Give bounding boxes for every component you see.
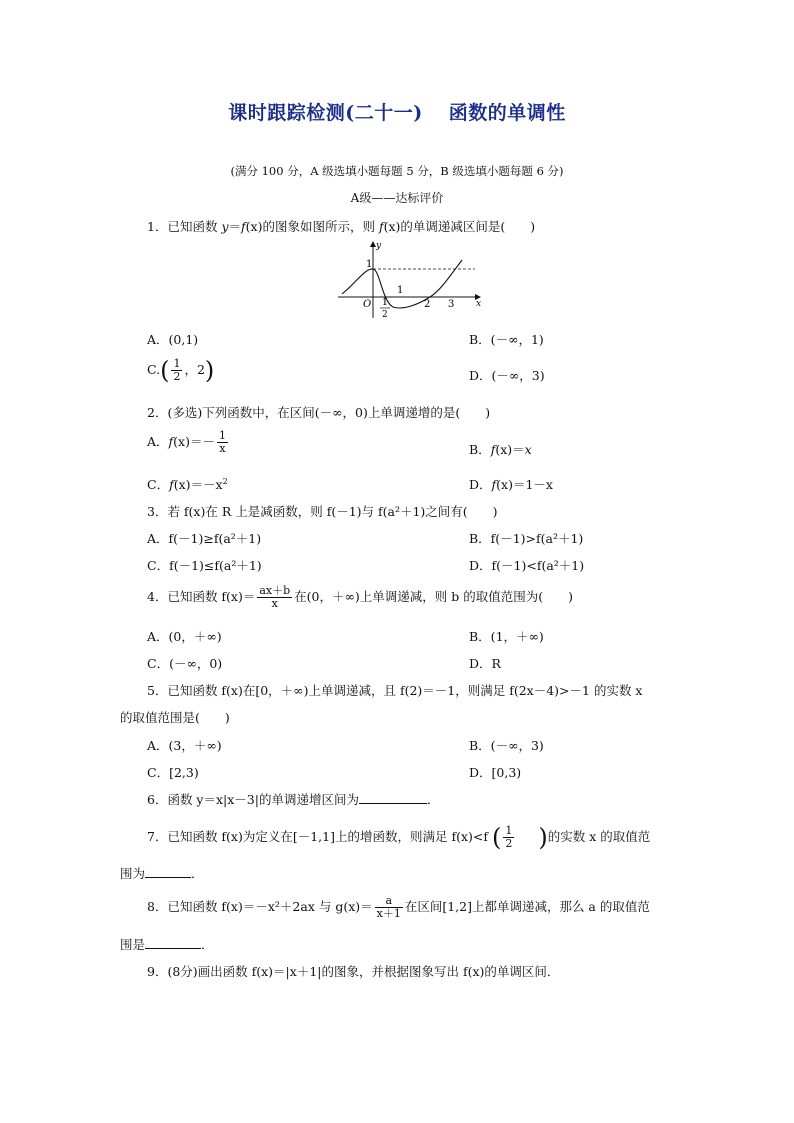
- q8-stem-line2: 围是 ．: [120, 937, 214, 952]
- q8-answer-blank: [145, 936, 201, 949]
- q5-option-a: A．(3，＋∞): [147, 738, 222, 753]
- q1-function-graph: [330, 236, 490, 322]
- y-axis-label: y: [376, 241, 382, 251]
- q1-option-c: C.( $\frac{1}{2}$ ，2): [147, 356, 215, 385]
- q2-option-b: B．f(x)＝x: [469, 442, 532, 457]
- origin-label: O: [363, 299, 372, 310]
- q1-stem: 1．已知函数 y＝f(x)的图象如图所示，则 f(x)的单调递减区间是( ): [147, 219, 536, 234]
- q5-option-b: B．(－∞，3): [469, 738, 544, 753]
- q5-option-d: D．[0,3): [469, 765, 522, 780]
- q4-option-d: D．R: [469, 656, 501, 671]
- q3-option-b: B．f(－1)>f(a²＋1): [469, 531, 584, 546]
- score-note: (满分 100 分，A 级选填小题每题 5 分，B 级选填小题每题 6 分): [230, 164, 564, 178]
- tick-3-label: 3: [448, 299, 455, 310]
- q9-stem: 9．(8分)画出函数 f(x)＝|x＋1|的图象，并根据图象写出 f(x)的单调区间．: [147, 964, 560, 979]
- q3-stem: 3．若 f(x)在 R 上是减函数，则 f(－1)与 f(a²＋1)之间有( ): [147, 504, 498, 519]
- q4-option-b: B．(1，＋∞): [469, 629, 544, 644]
- title-topic: 函数的单调性: [448, 102, 566, 124]
- q7-stem-line1: 7．已知函数 f(x)为定义在[－1,1]上的增函数，则满足 f(x)<f ( $\frac{1}{2}$ )的实数 x 的取值范: [147, 823, 651, 852]
- q3-option-d: D．f(－1)<f(a²＋1): [469, 558, 585, 573]
- level-heading: A级——达标评价: [350, 191, 444, 205]
- q4-stem: 4．已知函数 f(x)＝ $\frac{ax+b}{x}$ 在(0，＋∞)上单调递减，则 b 的取值范围为( ): [147, 584, 573, 610]
- function-curve: [342, 260, 462, 308]
- q5-stem-line1: 5．已知函数 f(x)在[0，＋∞)上单调递减，且 f(2)＝－1，则满足 f(2x－4)>－1 的实数 x: [147, 683, 643, 698]
- q3-option-a: A．f(－1)≥f(a²＋1): [147, 531, 262, 546]
- x-axis-label: x: [476, 299, 482, 309]
- q1-option-a: A．(0,1): [147, 332, 199, 347]
- q4-option-c: C．(－∞，0): [147, 656, 223, 671]
- q5-stem-line2: 的取值范围是( ): [120, 710, 230, 725]
- q7-answer-blank: [145, 865, 191, 878]
- q2-option-a: A．f(x)＝－ $\frac{1}{x}$: [147, 429, 226, 455]
- q6-answer-blank: [359, 791, 427, 804]
- q1-option-d: D．(－∞，3): [469, 368, 545, 383]
- q5-option-c: C．[2,3): [147, 765, 199, 780]
- q2-option-d: D．f(x)＝1－x: [469, 477, 553, 492]
- q1-option-b: B．(－∞，1): [469, 332, 544, 347]
- tick-1-label: 1: [397, 285, 404, 296]
- half-num: 1: [382, 298, 388, 308]
- q7-stem-line2: 围为 ．: [120, 866, 204, 881]
- q8-stem-line1: 8．已知函数 f(x)＝－x²＋2ax 与 g(x)＝ $\frac{a}{x+1}$ 在区间[1,2]上都单调递减，那么 a 的取值范: [147, 894, 650, 920]
- q2-stem: 2．(多选)下列函数中，在区间(－∞，0)上单调递增的是( ): [147, 405, 491, 420]
- title-main: 课时跟踪检测(二十一): [228, 102, 423, 124]
- page-title: [0, 98, 794, 125]
- q6-stem: 6．函数 y＝x|x－3|的单调递增区间为 ．: [147, 792, 440, 807]
- one-label: 1: [366, 259, 373, 270]
- tick-2-label: 2: [424, 299, 431, 310]
- q3-option-c: C．f(－1)≤f(a²＋1): [147, 558, 262, 573]
- q4-option-a: A．(0，＋∞): [147, 629, 222, 644]
- q2-option-c: C．$f(x)=-x^2$: [147, 476, 228, 492]
- half-den: 2: [382, 310, 388, 320]
